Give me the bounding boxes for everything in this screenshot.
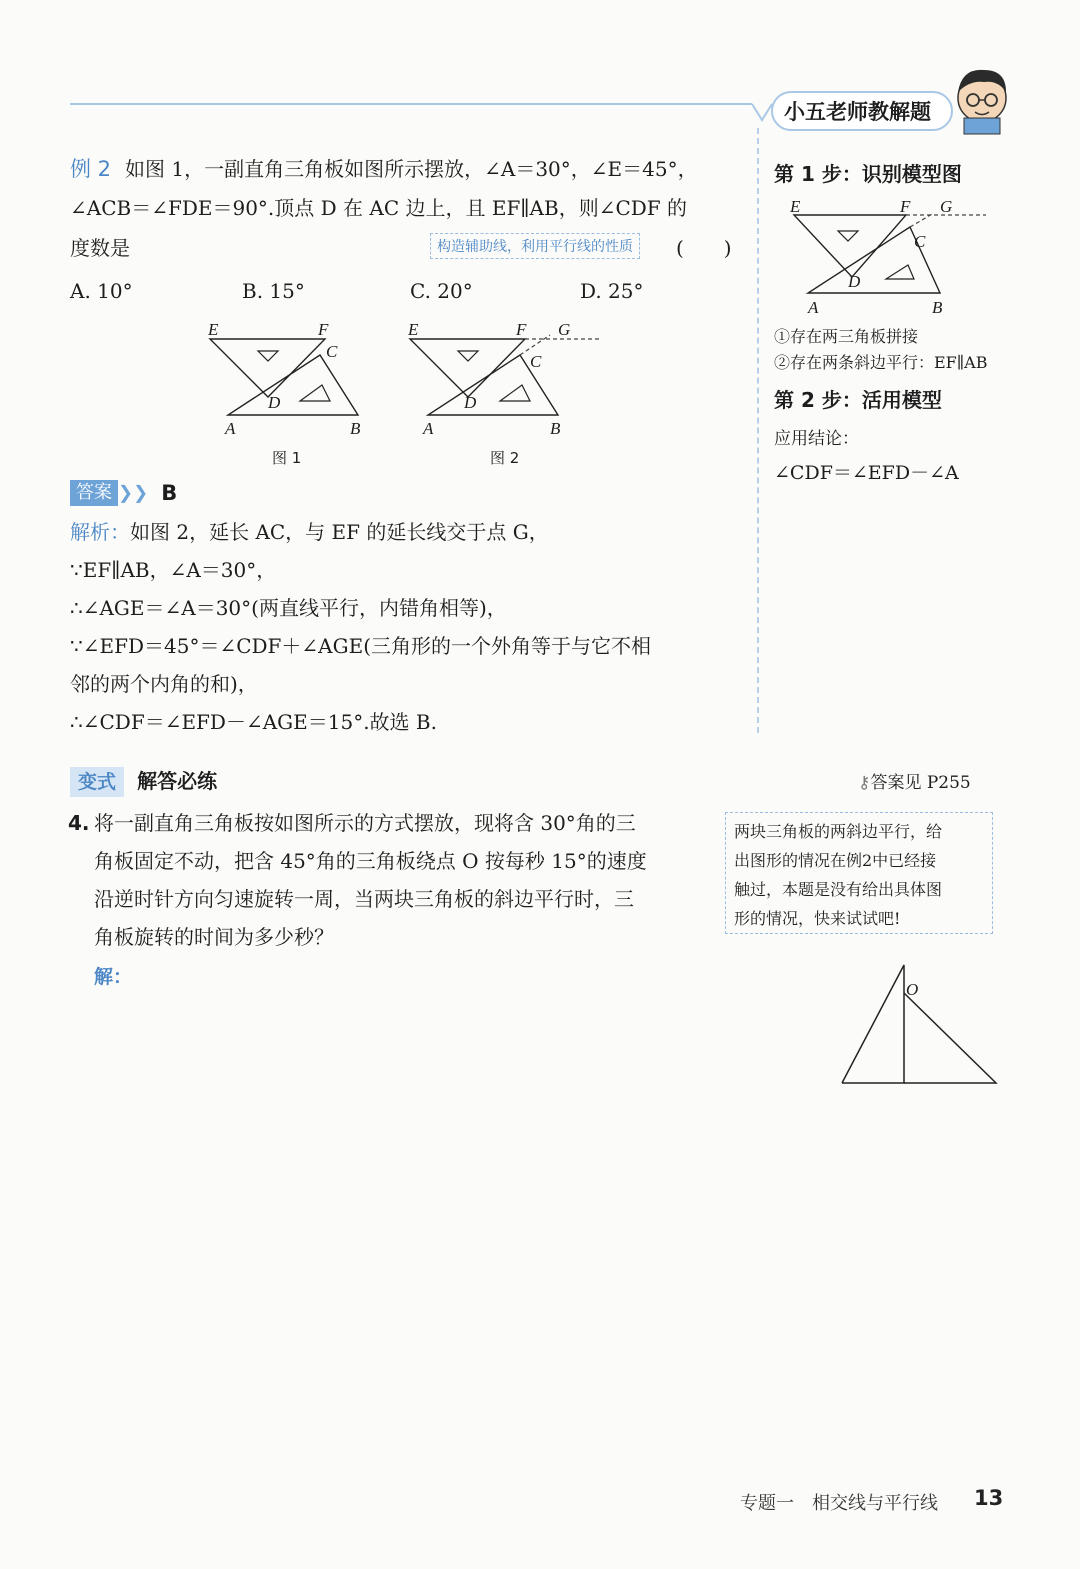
analysis-line-5: 邻的两个内角的和)， xyxy=(70,672,258,696)
figure-1-caption: 图 1 xyxy=(272,449,302,467)
option-b: B. 15° xyxy=(242,279,305,303)
fig1-label-B: B xyxy=(350,419,361,438)
hint-box xyxy=(430,233,640,259)
answer-value: B xyxy=(161,481,178,505)
teacher-avatar-icon xyxy=(958,70,1006,134)
sidebar-note-1: ①存在两三角板拼接 xyxy=(774,327,919,346)
side-label-E: E xyxy=(790,197,801,216)
example-line-2: ∠ACB＝∠FDE＝90°.顶点 D 在 AC 边上，且 EF∥AB，则∠CDF 的 xyxy=(70,196,688,220)
variant-title: 解答必练 xyxy=(137,769,218,793)
example-text-1: 如图 1，一副直角三角板如图所示摆放，∠A＝30°，∠E＝45°， xyxy=(125,157,698,181)
fig1-label-F: F xyxy=(318,320,329,339)
side-label-C: C xyxy=(914,232,926,251)
sidebar-apply-label: 应用结论： xyxy=(774,429,859,449)
option-c: C. 20° xyxy=(410,279,473,303)
fig2-label-G: G xyxy=(558,320,571,339)
tip-line-4: 形的情况，快来试试吧! xyxy=(734,909,901,928)
fig2-label-F: F xyxy=(516,320,527,339)
example-label: 例 2 xyxy=(70,157,112,181)
variant-tag: 变式 xyxy=(70,767,124,797)
fig2-label-E: E xyxy=(408,320,419,339)
fig2-label-B: B xyxy=(550,419,561,438)
option-d: D. 25° xyxy=(580,279,644,303)
figure-2-caption: 图 2 xyxy=(490,449,520,467)
side-label-G: G xyxy=(940,197,953,216)
tip-line-2: 出图形的情况在例2中已经接 xyxy=(734,851,937,870)
sidebar-note-2: ②存在两条斜边平行：EF∥AB xyxy=(774,353,988,372)
fig2-label-C: C xyxy=(530,352,542,371)
question-line-4: 角板旋转的时间为多少秒？ xyxy=(94,925,334,949)
footer-topic: 专题一 相交线与平行线 xyxy=(740,1493,938,1514)
fig1-label-C: C xyxy=(326,342,338,361)
side-label-F: F xyxy=(900,197,911,216)
analysis-line-3: ∴∠AGE＝∠A＝30°(两直线平行，内错角相等)， xyxy=(70,596,507,620)
answer-tag: 答案 xyxy=(70,480,118,506)
variant-heading xyxy=(70,765,217,797)
analysis-label: 解析： xyxy=(70,520,130,544)
page-number: 13 xyxy=(974,1486,1004,1510)
analysis-text-1: 如图 2，延长 AC，与 EF 的延长线交于点 G， xyxy=(130,520,549,544)
answer-bracket: ( ) xyxy=(676,236,732,260)
tip-line-3: 触过，本题是没有给出具体图 xyxy=(734,880,943,899)
analysis-line-1 xyxy=(70,513,549,551)
question-figure xyxy=(830,955,1005,1095)
sidebar-step-2: 第 2 步：活用模型 xyxy=(774,388,942,412)
fig1-label-D: D xyxy=(268,393,281,412)
fig1-label-A: A xyxy=(225,419,236,438)
answer-reference xyxy=(858,768,971,793)
sidebar-formula: ∠CDF＝∠EFD－∠A xyxy=(774,462,959,484)
analysis-line-6: ∴∠CDF＝∠EFD－∠AGE＝15°.故选 B. xyxy=(70,710,437,734)
fig2-label-D: D xyxy=(464,393,477,412)
question-label-O: O xyxy=(906,980,919,999)
sidebar-step-1: 第 1 步：识别模型图 xyxy=(774,162,962,186)
solution-label: 解： xyxy=(94,966,133,988)
answer-chevron-icon: ❯❯ xyxy=(118,482,149,504)
tip-line-1: 两块三角板的两斜边平行，给 xyxy=(734,822,943,841)
side-label-B: B xyxy=(932,298,943,317)
sidebar-model-figure xyxy=(774,195,994,320)
question-line-1: 将一副直角三角板按如图所示的方式摆放，现将含 30°角的三 xyxy=(94,811,636,835)
side-label-D: D xyxy=(848,272,861,291)
analysis-line-2: ∵EF∥AB，∠A＝30°， xyxy=(70,558,277,582)
column-divider xyxy=(757,128,759,733)
tip-box xyxy=(725,812,993,934)
question-line-2: 角板固定不动，把含 45°角的三角板绕点 O 按每秒 15°的速度 xyxy=(94,849,647,873)
side-label-A: A xyxy=(808,298,819,317)
fig2-label-A: A xyxy=(423,419,434,438)
question-line-3: 沿逆时针方向匀速旋转一周，当两块三角板的斜边平行时，三 xyxy=(94,887,634,911)
key-icon: ⚷ xyxy=(858,773,871,793)
answer-reference-text: 答案见 P255 xyxy=(870,773,971,793)
example-line-3: 度数是 xyxy=(70,236,130,260)
figure-1 xyxy=(190,315,380,475)
fig1-label-E: E xyxy=(208,320,219,339)
teacher-badge-title: 小五老师教解题 xyxy=(784,100,931,124)
option-a: A. 10° xyxy=(70,279,133,303)
analysis-line-4: ∵∠EFD＝45°＝∠CDF＋∠AGE(三角形的一个外角等于与它不相 xyxy=(70,634,651,658)
hint-text: 构造辅助线，利用平行线的性质 xyxy=(437,239,633,255)
example-line-1 xyxy=(70,150,698,188)
question-number: 4. xyxy=(68,811,90,835)
answer-row xyxy=(70,480,177,508)
figure-2 xyxy=(390,315,620,475)
